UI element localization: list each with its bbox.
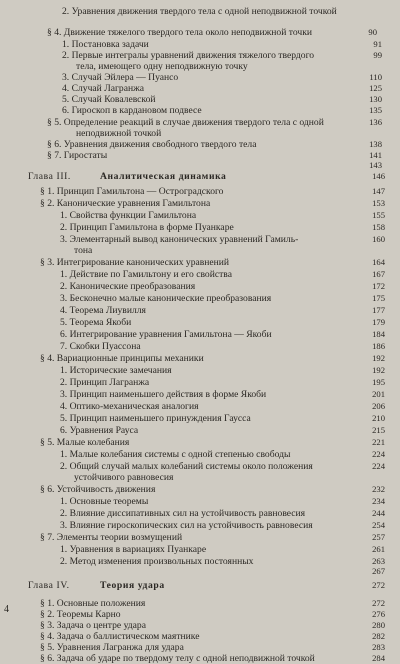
toc-entry-text: 3. Влияние гироскопических сил на устойчивость равновесия [60, 520, 313, 531]
toc-entry-page: 90 [368, 27, 377, 37]
toc-entry-text: § 7. Гиростаты [47, 150, 108, 161]
toc-entry-page: 125 [369, 83, 382, 93]
toc-entry-text: 3. Случай Эйлера — Пуансо [62, 72, 179, 83]
toc-entry-page: 276 [372, 609, 385, 619]
toc-entry-page: 160 [372, 234, 385, 244]
toc-entry-page: 244 [372, 508, 385, 518]
toc-entry-text: 1. Действие по Гамильтону и его свойства [60, 269, 232, 280]
toc-entry-text: 3. Бесконечно малые канонические преобразования [60, 293, 272, 304]
toc-entry-page: 110 [369, 72, 382, 82]
toc-entry-text: § 6. Задача об ударе по твердому телу с одной неподвижной точкой [40, 653, 315, 664]
toc-entry-text: 6. Гироскоп в кардановом подвесе [62, 105, 202, 116]
toc-entry-text: § 4. Задача о баллистическом маятнике [40, 631, 200, 642]
toc-entry-text: 5. Принцип наименьшего принуждения Гаусса [60, 413, 251, 424]
toc-entry-text: 1. Малые колебания системы с одной степенью свободы [60, 449, 291, 460]
toc-entry-page: 130 [369, 94, 382, 104]
chapter-4-title: Теория удара [100, 580, 165, 591]
toc-entry-text: тона [74, 245, 93, 256]
toc-entry-page: 232 [372, 484, 385, 494]
toc-entry-text: § 5. Малые колебания [40, 437, 130, 448]
toc-entry-page: 99 [373, 50, 382, 60]
toc-entry-text: § 4. Вариационные принципы механики [40, 353, 204, 364]
toc-entry-text: 1. Свойства функции Гамильтона [60, 210, 197, 221]
toc-entry-text: 2. Общий случай малых колебаний системы около положения [60, 461, 313, 472]
toc-entry-page: 175 [372, 293, 385, 303]
chapter-3-title: Аналитическая динамика [100, 171, 227, 182]
toc-entry-page: 280 [372, 620, 385, 630]
toc-entry-text: 4. Случай Лагранжа [62, 83, 144, 94]
chapter-4-page: 272 [372, 580, 385, 590]
toc-entry-page: 201 [372, 389, 385, 399]
toc-entry-text: § 1. Принцип Гамильтона — Остроградского [40, 186, 224, 197]
toc-entry-page: 164 [372, 257, 385, 267]
toc-entry-page: 234 [372, 496, 385, 506]
toc-entry-page: 91 [373, 39, 382, 49]
toc-entry-text: неподвижной точкой [76, 128, 162, 139]
toc-entry-page: 221 [372, 437, 385, 447]
toc-entry-text: § 7. Элементы теории возмущений [40, 532, 183, 543]
toc-entry-page: 138 [369, 139, 382, 149]
toc-entry-page: 179 [372, 317, 385, 327]
toc-entry-page: 186 [372, 341, 385, 351]
toc-entry-page: 257 [372, 532, 385, 542]
toc-entry-page: 192 [372, 353, 385, 363]
toc-entry-page: 155 [372, 210, 385, 220]
toc-entry-page: 158 [372, 222, 385, 232]
toc-entry-text: § 6. Уравнения движения свободного твердого тела [47, 139, 257, 150]
toc-entry-text: 1. Исторические замечания [60, 365, 172, 376]
toc-entry-page: 224 [372, 449, 385, 459]
toc-entry-page: 261 [372, 544, 385, 554]
toc-entry-text: 3. Элементарный вывод канонических уравнений Гамиль- [60, 234, 299, 245]
toc-entry-page: 210 [372, 413, 385, 423]
toc-entry-page: 147 [372, 186, 385, 196]
toc-entry-page: 195 [372, 377, 385, 387]
toc-entry-text: § 4. Движение тяжелого твердого тела около неподвижной точки [47, 27, 312, 38]
toc-entry-text: тела, имеющего одну неподвижную точку [76, 61, 248, 72]
chapter-3-page: 146 [372, 171, 385, 181]
toc-entry-text: § 5. Уравнения Лагранжа для удара [40, 642, 184, 653]
toc-entry-text: § 5. Определение реакций в случае движения твердого тела с одной [47, 117, 324, 128]
toc-entry-text: 4. Теорема Лиувилля [60, 305, 146, 316]
toc-entry-page: 135 [369, 105, 382, 115]
toc-entry-page: 172 [372, 281, 385, 291]
toc-entry-text: 6. Уравнения Рауса [60, 425, 139, 436]
toc-entry-text: 4. Оптико-механическая аналогия [60, 401, 199, 412]
toc-entry-text: 5. Теорема Якоби [60, 317, 132, 328]
toc-entry-text: 7. Скобки Пуассона [60, 341, 141, 352]
toc-entry-text: 2. Принцип Гамильтона в форме Пуанкаре [60, 222, 234, 233]
toc-entry-text: 5. Случай Ковалевской [62, 94, 156, 105]
toc-entry-text: 2. Принцип Лагранжа [60, 377, 150, 388]
toc-entry-text: § 1. Основные положения [40, 598, 146, 609]
toc-entry-page: 177 [372, 305, 385, 315]
toc-entry-page: 192 [372, 365, 385, 375]
toc-entry-text: 2. Влияние диссипативных сил на устойчивость равновесия [60, 508, 306, 519]
page-number: 4 [4, 604, 9, 615]
toc-entry-page: 184 [372, 329, 385, 339]
toc-entry-text: § 6. Устойчивость движения [40, 484, 156, 495]
toc-entry-page: 282 [372, 631, 385, 641]
chapter-4-label: Глава IV. [28, 580, 70, 591]
toc-entry-page: 272 [372, 598, 385, 608]
toc-entry-page: 284 [372, 653, 385, 663]
toc-entry-page: 153 [372, 198, 385, 208]
toc-entry-text: § 3. Задача о центре удара [40, 620, 146, 631]
toc-entry-page: 206 [372, 401, 385, 411]
toc-entry-text: 6. Интегрирование уравнения Гамильтона — Якоби [60, 329, 272, 340]
toc-entry-text: 2. Метод изменения произвольных постоянных [60, 556, 254, 567]
toc-entry-text: 1. Основные теоремы [60, 496, 149, 507]
toc-entry-text: § 3. Интегрирование канонических уравнений [40, 257, 230, 268]
toc-entry-page: 254 [372, 520, 385, 530]
toc-entry-text: 2. Канонические преобразования [60, 281, 196, 292]
toc-entry-page: 136 [369, 117, 382, 127]
toc-entry-page: 167 [372, 269, 385, 279]
toc-entry-text: 2. Уравнения движения твердого тела с одной неподвижной точкой [62, 6, 337, 17]
toc-entry-text: 1. Уравнения в вариациях Пуанкаре [60, 544, 207, 555]
toc-entry-page: 224 [372, 461, 385, 471]
toc-entry-text: § 2. Теоремы Карно [40, 609, 121, 620]
toc-entry-text: устойчивого равновесия [74, 472, 174, 483]
toc-entry-page: 283 [372, 642, 385, 652]
toc-entry-page: 141 [369, 150, 382, 160]
toc-entry-page: 215 [372, 425, 385, 435]
toc-entry-page: 267 [372, 566, 385, 576]
toc-entry-text: § 2. Канонические уравнения Гамильтона [40, 198, 211, 209]
toc-entry-text: 1. Постановка задачи [62, 39, 149, 50]
toc-entry-page: 263 [372, 556, 385, 566]
toc-entry-text: 3. Принцип наименьшего действия в форме Якоби [60, 389, 267, 400]
toc-entry-text: 2. Первые интегралы уравнений движения тяжелого твердого [62, 50, 315, 61]
toc-entry-page: 143 [369, 160, 382, 170]
chapter-3-label: Глава III. [28, 171, 71, 182]
